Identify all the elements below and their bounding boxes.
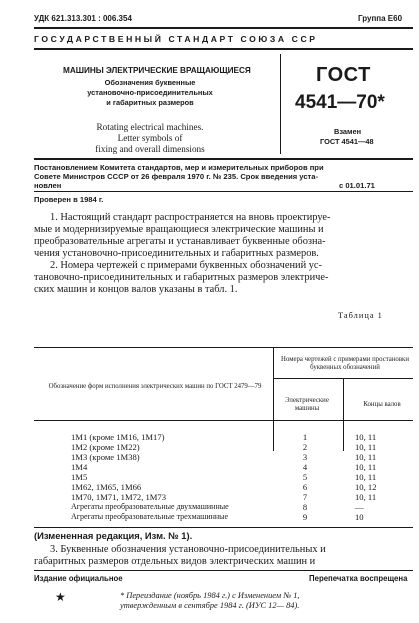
table-top-rule xyxy=(34,347,413,348)
row-shafts: 10, 11 xyxy=(355,492,377,502)
star-icon: ★ xyxy=(55,590,66,604)
paragraph-1-line: мые и модернизируемые вращающиеся электрические машины и xyxy=(34,224,324,235)
top-rule xyxy=(34,27,413,29)
decree-bottom-rule xyxy=(34,191,413,192)
row-machines: 9 xyxy=(302,512,308,522)
header-designation: Обозначение форм исполнения электрических машин по ГОСТ 2479—79 xyxy=(48,383,262,390)
row-shafts: 10, 11 xyxy=(355,462,377,472)
row-designation: 1М5 xyxy=(71,472,88,482)
row-shafts: 10 xyxy=(355,512,364,522)
row-machines: 4 xyxy=(302,462,308,472)
table-row xyxy=(0,442,419,452)
row-shafts: 10, 11 xyxy=(355,432,377,442)
row-designation: 1М2 (кроме 1М22) xyxy=(71,442,140,452)
footnote-line-2: утвержденным в сентябре 1984 г. (ИУС 12— 84). xyxy=(120,601,300,610)
table-row xyxy=(0,462,419,472)
subtitle-line-3: и габаритных размеров xyxy=(106,98,194,107)
table-row xyxy=(0,432,419,442)
table-bottom-rule xyxy=(34,527,413,528)
decree-line-2: Совете Министров СССР от 26 февраля 1970 г. № 235. Срок введения уста- xyxy=(34,172,319,181)
header-shaft-ends: Концы валов xyxy=(363,401,401,408)
row-machines: 3 xyxy=(302,452,308,462)
replaces-label: Взамен xyxy=(334,127,362,136)
table-row xyxy=(0,482,419,492)
document-title: МАШИНЫ ЭЛЕКТРИЧЕСКИЕ ВРАЩАЮЩИЕСЯ xyxy=(63,66,251,75)
row-machines: 5 xyxy=(302,472,308,482)
group-code: Группа Е60 xyxy=(358,14,403,23)
row-machines: 7 xyxy=(302,492,308,502)
reprint-prohibited-note: Перепечатка воспрещена xyxy=(309,574,408,583)
row-designation: Агрегаты преобразовательные двухмашинные xyxy=(71,502,229,511)
english-title-line-1: Rotating electrical machines. xyxy=(96,122,204,132)
table-row xyxy=(0,502,419,512)
table-row xyxy=(0,452,419,462)
paragraph-2-line: тановочно-присоединительных и габаритных размеров электриче- xyxy=(34,272,329,283)
gost-label: ГОСТ xyxy=(316,64,371,86)
official-edition-note: Издание официальное xyxy=(34,574,123,583)
header-drawing-numbers: Номера чертежей с примерами простановки буквенных обозначений xyxy=(281,356,409,371)
decree-effective-date: с 01.01.71 xyxy=(339,181,375,190)
row-shafts: 10, 11 xyxy=(355,472,377,482)
table-row xyxy=(0,492,419,502)
replaces-value: ГОСТ 4541—48 xyxy=(320,137,374,146)
english-title-line-2: Letter symbols of xyxy=(117,133,183,143)
row-designation: Агрегаты преобразовательные трехмашинные xyxy=(71,512,229,521)
change-note: (Измененная редакция, Изм. № 1). xyxy=(34,530,193,541)
row-shafts: — xyxy=(355,502,364,512)
decree-rule xyxy=(34,158,413,160)
row-shafts: 10, 12 xyxy=(355,482,377,492)
header-machines: Электрические машины xyxy=(285,397,329,412)
paragraph-3-line: 3. Буквенные обозначения установочно-присоединительных и xyxy=(50,544,326,555)
row-shafts: 10, 11 xyxy=(355,452,377,462)
row-machines: 2 xyxy=(302,442,308,452)
row-machines: 1 xyxy=(302,432,308,442)
table-row xyxy=(0,512,419,522)
paragraph-1-line: 1. Настоящий стандарт распространяется на вновь проектируе- xyxy=(50,212,331,223)
row-designation: 1М62, 1М65, 1М66 xyxy=(71,482,142,492)
footnote-line-1: * Переиздание (ноябрь 1984 г.) с Изменением № 1, xyxy=(120,591,300,600)
footer-rule xyxy=(34,570,413,571)
table-caption: Таблица 1 xyxy=(338,311,383,320)
table-row xyxy=(0,472,419,482)
subtitle-line-1: Обозначения буквенные xyxy=(104,78,196,87)
paragraph-2-line: 2. Номера чертежей с примерами буквенных обозначений ус- xyxy=(50,260,323,271)
row-designation: 1М3 (кроме 1М38) xyxy=(71,452,140,462)
row-designation: 1М70, 1М71, 1М72, 1М73 xyxy=(71,492,167,502)
table-header-bottom-rule xyxy=(34,420,413,421)
banner-rule xyxy=(34,48,413,50)
subtitle-line-2: установочно-присоединительных xyxy=(87,88,213,97)
row-shafts: 10, 11 xyxy=(355,442,377,452)
row-machines: 8 xyxy=(302,502,308,512)
paragraph-1-line: чения установочно-присоединительных и габаритных размеров. xyxy=(34,248,319,259)
gost-number: 4541—70* xyxy=(295,92,385,113)
title-vertical-divider xyxy=(280,54,281,154)
state-standard-banner: ГОСУДАРСТВЕННЫЙ СТАНДАРТ СОЮЗА ССР xyxy=(34,34,318,44)
row-designation: 1М4 xyxy=(71,462,88,472)
udk-code: УДК 621.313.301 : 006.354 xyxy=(34,14,132,23)
paragraph-1-line: преобразовательные агрегаты и устанавливает буквенные обозна- xyxy=(34,236,326,247)
decree-line-3: новлен xyxy=(34,181,62,190)
paragraph-2-line: ских машин и концов валов указаны в табл. 1. xyxy=(34,284,238,295)
english-title-line-3: fixing and overall dimensions xyxy=(95,144,205,154)
paragraph-3-line: габаритных размеров отдельных видов электрических машин и xyxy=(34,556,316,567)
row-designation: 1М1 (кроме 1М16, 1М17) xyxy=(71,432,165,442)
decree-line-1: Постановлением Комитета стандартов, мер и измерительных приборов при xyxy=(34,163,324,172)
row-machines: 6 xyxy=(302,482,308,492)
checked-note: Проверен в 1984 г. xyxy=(34,195,104,204)
